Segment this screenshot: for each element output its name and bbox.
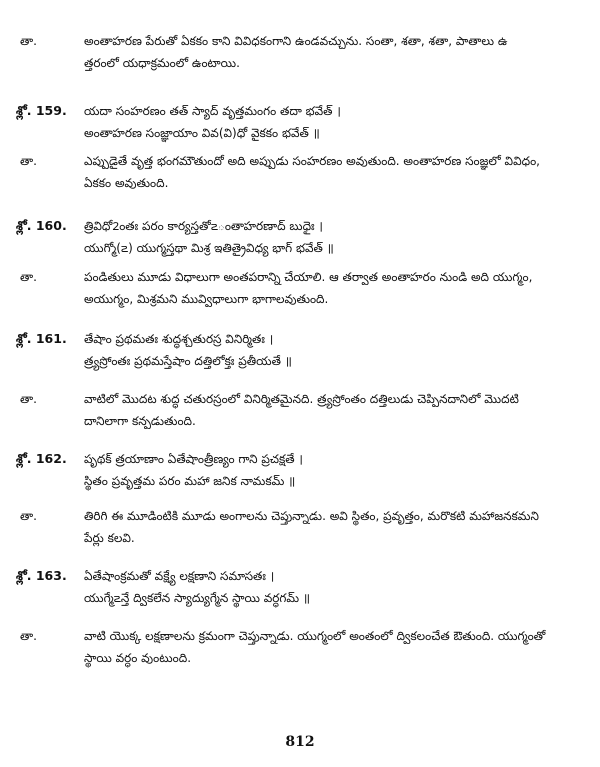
commentary-line: అయుగ్మం, మిశ్రమని మువ్విధాలుగా భాగాలవుతుంది. — [84, 292, 329, 306]
tatparya-marker: తా. — [20, 270, 37, 284]
text-lines — [84, 388, 584, 432]
sloka-verse-line: త్రివిధో2ంతః పరం కార్యస్తతో౽ంతాహరణాద్ బుధైః । — [84, 219, 323, 233]
text-lines — [84, 30, 584, 74]
commentary-line: స్థాయి వర్ధం వుంటుంది. — [84, 651, 192, 665]
sloka-number: శ్లో. 159. — [16, 103, 67, 118]
tatparya-marker: తా. — [20, 509, 37, 523]
tatparya-marker: తా. — [20, 629, 37, 643]
sloka-verse-line: త్ర్యస్రోంతః ప్రథమస్తేషాం దత్తిలోక్తః ప్రతీయతే ॥ — [84, 354, 292, 368]
text-lines — [84, 505, 584, 549]
commentary-line: ఏకకం అవుతుంది. — [84, 176, 169, 190]
sloka-number: శ్లో. 162. — [16, 451, 67, 466]
sloka-verse-line: తేషాం ప్రథమతః శుద్ధశ్చతురస్ర వినిర్మితః । — [84, 332, 274, 346]
sloka-verse-line: యదా సంహరణం తత్ స్యాద్ వృత్తమంగం తదా భవేత్ । — [84, 104, 341, 118]
commentary-line: అంతాహరణ పేరుతో ఏకకం కాని వివిధకంగాని ఉండవచ్చును. సంతా, శతా, శతా, పాతాలు ఉ — [84, 34, 508, 48]
text-lines — [84, 448, 584, 492]
commentary-line: పండితులు మూడు విధాలుగా అంతపరాన్ని చేయాలి. ఆ తర్వాత అంతాహరం నుండి అది యుగ్మం, — [84, 270, 533, 284]
tatparya-marker: తా. — [20, 34, 37, 48]
sloka-verse-line: యుగ్మో(౽) యుగ్మస్తథా మిశ్ర ఇతిత్రైవిధ్య భాగ్ భవేత్ ॥ — [84, 241, 334, 255]
tatparya-marker: తా. — [20, 154, 37, 168]
text-lines — [84, 328, 584, 372]
commentary-line: ఎప్పుడైతే వృత్త భంగమౌతుందో అది అప్పుడు సంహరణం అవుతుంది. అంతాహరణ సంజ్ఞలో వివిధం, — [84, 154, 540, 168]
sloka-number: శ్లో. 161. — [16, 331, 67, 346]
sloka-number: శ్లో. 160. — [16, 218, 67, 233]
commentary-line: వాటి యొక్క లక్షణాలను క్రమంగా చెప్తున్నాడు. యుగ్మంలో అంతంలో ద్వికలంచేత ఔతుంది. యుగ్మంతో — [84, 629, 546, 643]
sloka-verse-line: అంతాహరణ సంజ్ఞాయాం వివ(వి)ధో వైకకం భవేత్ ॥ — [84, 126, 320, 140]
tatparya-marker: తా. — [20, 392, 37, 406]
page-number: 812 — [285, 734, 315, 750]
commentary-line: తిరిగి ఈ మూడింటికి మూడు అంగాలను చెప్తున్నాడు. అవి స్థితం, ప్రవృత్తం, మరొకటి మహాజనకమని — [84, 509, 539, 523]
sloka-verse-line: ఏతేషాంక్రమతో వక్ష్యే లక్షణాని సమాసతః । — [84, 569, 275, 583]
text-lines — [84, 215, 584, 259]
sloka-verse-line: పృథక్ త్రయాణాం ఏతేషాంత్రీణ్యం గాని ప్రచక్షతే । — [84, 452, 303, 466]
text-lines — [84, 625, 584, 669]
sloka-verse-line: స్థితం ప్రవృత్తమ పరం మహా జనిక నామకమ్ ॥ — [84, 474, 296, 488]
commentary-line: వాటిలో మొదట శుద్ధ చతురస్రంలో వినిర్మితమైనది. త్ర్యస్రోంతం దత్తిలుడు చెప్పినదానిలో మొదటి — [84, 392, 519, 406]
text-lines — [84, 565, 584, 609]
text-lines — [84, 100, 584, 144]
sloka-number: శ్లో. 163. — [16, 568, 67, 583]
text-lines — [84, 266, 584, 310]
commentary-line: దానిలాగా కన్పడుతుంది. — [84, 414, 196, 428]
text-lines — [84, 150, 584, 194]
commentary-line: త్తరంలో యధాక్రమంలో ఉంటాయి. — [84, 56, 240, 70]
sloka-verse-line: యుగ్మే౽న్తే ద్వికలేన స్యాద్యుగ్మేన స్థాయి వర్ధగమ్ ॥ — [84, 591, 311, 605]
commentary-line: పేర్లు కలవి. — [84, 531, 135, 545]
